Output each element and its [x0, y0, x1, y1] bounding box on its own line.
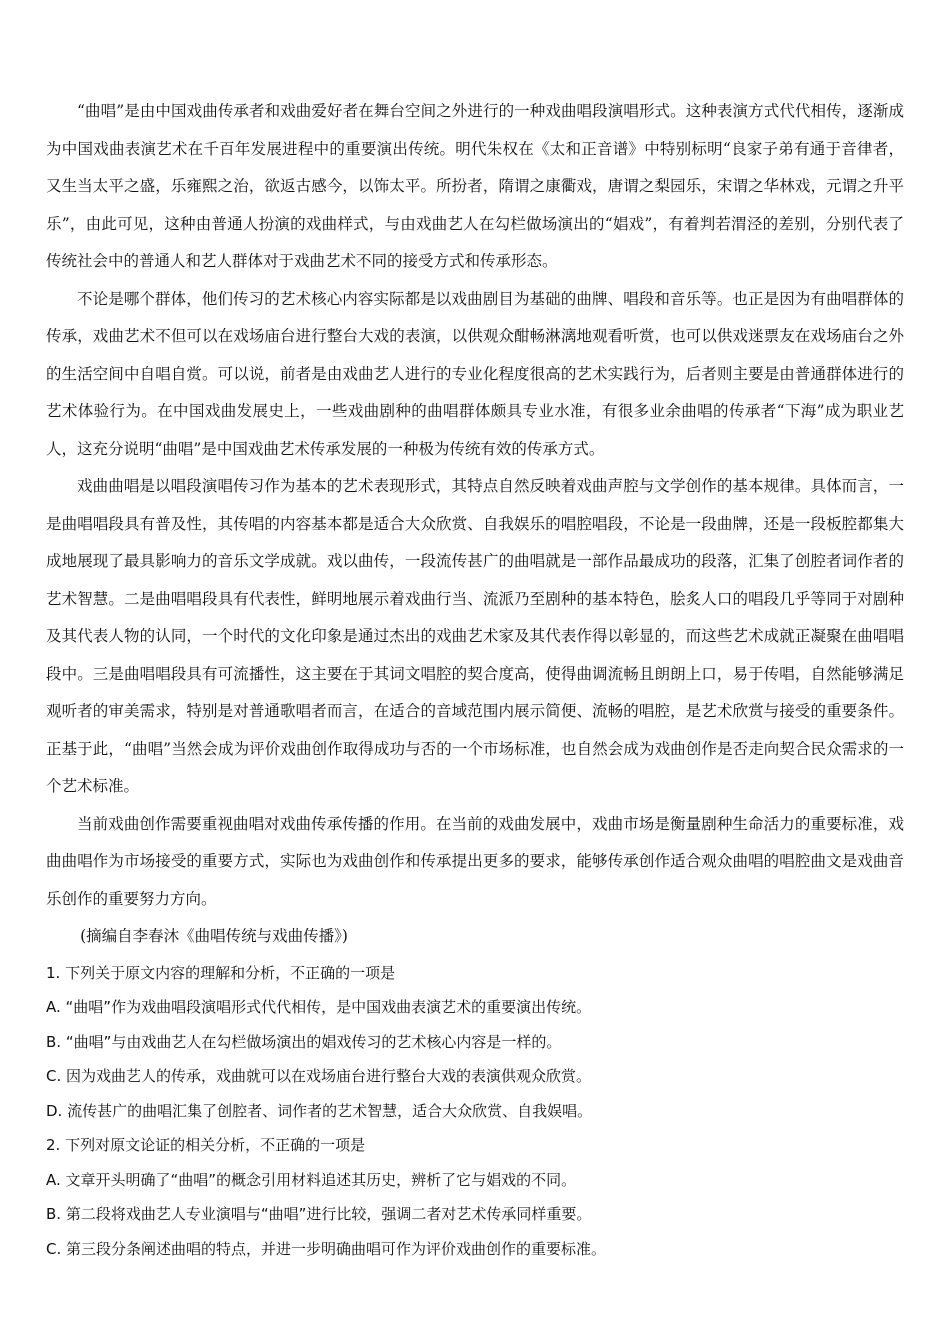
passage-paragraph-3: 戏曲曲唱是以唱段演唱传习作为基本的艺术表现形式，其特点自然反映着戏曲声腔与文学创作的基本规律。具体而言，一是曲唱唱段具有普及性，其传唱的内容基本都是适合大众欣赏、自我娱乐的唱腔唱段，不论是一段曲牌，还是一段板腔都集大成地展现了最具影响力的音乐文学成就。戏以曲传，一段流传甚广的曲唱就是一部作品最成功的段落，汇集了创腔者词作者的艺术智慧。二是曲唱唱段具有代表性，鲜明地展示着戏曲行当、流派乃至剧种的基本特色，脍炙人口的唱段几乎等同于对剧种及其代表人物的认同，一个时代的文化印象是通过杰出的戏曲艺术家及其代表作得以彰显的，而这些艺术成就正凝聚在曲唱唱段中。三是曲唱唱段具有可流播性，这主要在于其词文唱腔的契合度高，使得曲调流畅且朗朗上口，易于传唱，自然能够满足观听者的审美需求，特别是对普通歌唱者而言，在适合的音域范围内展示简便、流畅的唱腔，是艺术欣赏与接受的重要条件。正基于此，“曲唱”当然会成为评价戏曲创作取得成功与否的一个市场标准，也自然会成为戏曲创作是否走向契合民众需求的一个艺术标准。 — [46, 477, 904, 795]
question-2-option-c: C. 第三段分条阐述曲唱的特点，并进一步明确曲唱可作为评价戏曲创作的重要标准。 — [46, 1239, 607, 1258]
question-2-option-b: B. 第二段将戏曲艺人专业演唱与“曲唱”进行比较，强调二者对艺术传承同样重要。 — [46, 1205, 592, 1223]
passage-source: (摘编自李春沐《曲唱传统与戏曲传播》) — [80, 927, 348, 945]
passage-paragraph-2: 不论是哪个群体，他们传习的艺术核心内容实际都是以戏曲剧目为基础的曲牌、唱段和音乐等。也正是因为有曲唱群体的传承，戏曲艺术不但可以在戏场庙台进行整台大戏的表演，以供观众酣畅淋漓地观看听赏，也可以供戏迷票友在戏场庙台之外的生活空间中自唱自赏。可以说，前者是由戏曲艺人进行的专业化程度很高的艺术实践行为，后者则主要是由普通群体进行的艺术体验行为。在中国戏曲发展史上，一些戏曲剧种的曲唱群体颇具专业水准，有很多业余曲唱的传承者“下海”成为职业艺人，这充分说明“曲唱”是中国戏曲艺术传承发展的一种极为传统有效的传承方式。 — [46, 289, 904, 458]
question-2-option-a: A. 文章开头明确了“曲唱”的概念引用材料追述其历史，辨析了它与娼戏的不同。 — [46, 1170, 577, 1189]
question-1-option-c: C. 因为戏曲艺人的传承，戏曲就可以在戏场庙台进行整台大戏的表演供观众欣赏。 — [46, 1067, 592, 1085]
question-2-stem: 2. 下列对原文论证的相关分析，不正确的一项是 — [46, 1136, 366, 1154]
question-1-option-d: D. 流传甚广的曲唱汇集了创腔者、词作者的艺术智慧，适合大众欣赏、自我娱唱。 — [46, 1101, 593, 1120]
question-1-stem: 1. 下列关于原文内容的理解和分析，不正确的一项是 — [46, 963, 396, 982]
question-1-option-a: A. “曲唱”作为戏曲唱段演唱形式代代相传，是中国戏曲表演艺术的重要演出传统。 — [46, 998, 592, 1016]
passage-paragraph-1: “曲唱”是由中国戏曲传承者和戏曲爱好者在舞台空间之外进行的一种戏曲唱段演唱形式。这种表演方式代代相传，逐渐成为中国戏曲表演艺术在千百年发展进程中的重要演出传统。明代朱权在《太和正音谱》中特别标明“良家子弟有通于音律者，又生当太平之盛，乐雍熙之治，欲返古感今，以饰太平。所扮者，隋谓之康衢戏，唐谓之梨园乐，宋谓之华林戏，元谓之升平乐”，由此可见，这种由普通人扮演的戏曲样式，与由戏曲艺人在勾栏做场演出的“娼戏”，有着判若渭泾的差别，分别代表了传统社会中的普通人和艺人群体对于戏曲艺术不同的接受方式和传承形态。 — [46, 102, 904, 270]
document-content — [46, 93, 904, 1266]
passage-paragraph-4: 当前戏曲创作需要重视曲唱对戏曲传承传播的作用。在当前的戏曲发展中，戏曲市场是衡量剧种生命活力的重要标准，戏曲曲唱作为市场接受的重要方式，实际也为戏曲创作和传承提出更多的要求，能够传承创作适合观众曲唱的唱腔曲文是戏曲音乐创作的重要努力方向。 — [46, 814, 904, 908]
question-1-option-b: B. “曲唱”与由戏曲艺人在勾栏做场演出的娼戏传习的艺术核心内容是一样的。 — [46, 1032, 562, 1051]
